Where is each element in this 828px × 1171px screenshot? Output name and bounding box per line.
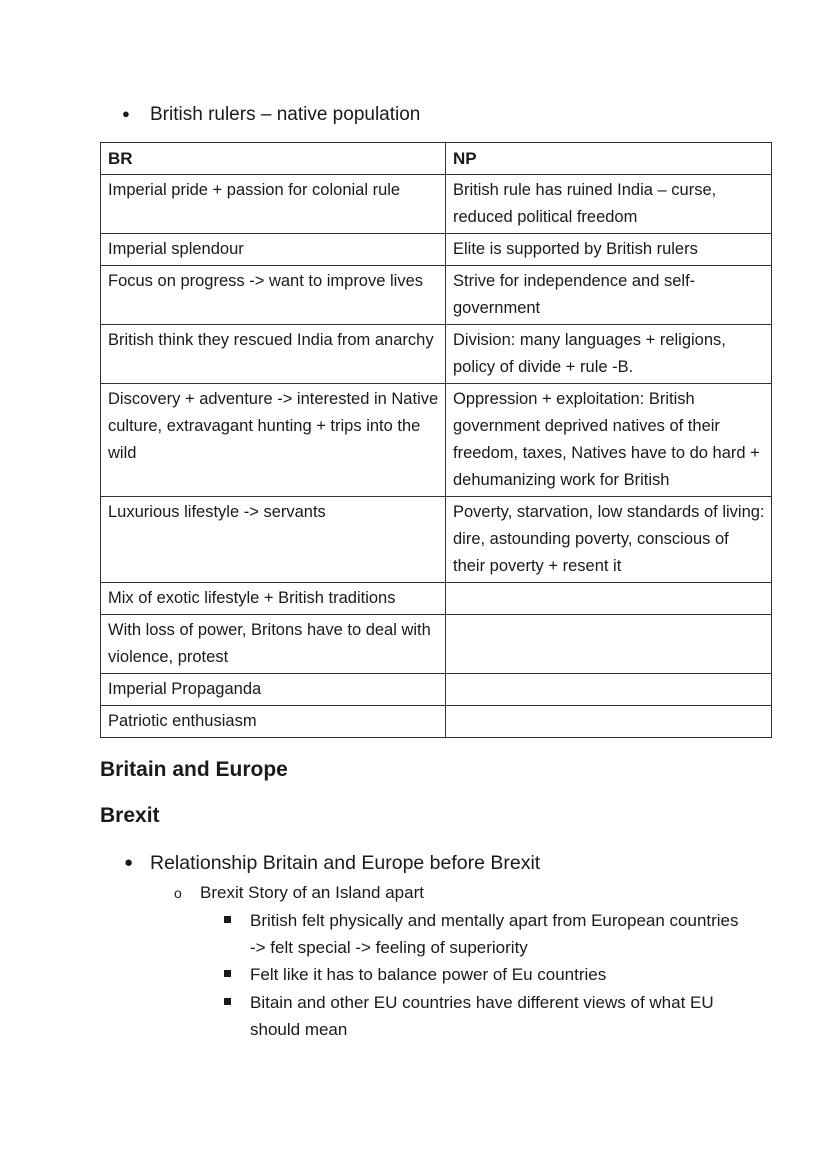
outline-level3-item [224, 961, 744, 988]
outline-level2-text: Brexit Story of an Island apart [200, 883, 424, 902]
cell-br: Imperial splendour [101, 234, 446, 266]
cell-np [446, 706, 772, 738]
bullet-british-rulers [122, 101, 420, 128]
bullet-circle-icon: o [174, 885, 182, 901]
bullet-dot-icon: ● [124, 854, 134, 871]
outline-level1-text: Relationship Britain and Europe before Brexit [150, 852, 541, 874]
cell-np: Oppression + exploitation: British government deprived natives of their freedom, taxes, Natives have to do hard + dehumanizing work for British [446, 384, 772, 497]
cell-br: Discovery + adventure -> interested in Native culture, extravagant hunting + trips into the wild [101, 384, 446, 497]
heading-brexit: Brexit [100, 804, 160, 827]
bullet-square-icon [224, 916, 231, 923]
outline-level2-item [174, 881, 424, 905]
cell-np: British rule has ruined India – curse, reduced political freedom [446, 175, 772, 234]
outline-level1-item [124, 850, 540, 876]
bullet-text: British rulers – native population [150, 104, 421, 125]
outline-level3-text: Felt like it has to balance power of Eu countries [250, 965, 607, 984]
cell-br: With loss of power, Britons have to deal with violence, protest [101, 615, 446, 674]
table-row [101, 234, 772, 266]
cell-br: British think they rescued India from anarchy [101, 325, 446, 384]
cell-br: Focus on progress -> want to improve lives [101, 266, 446, 325]
heading-britain-europe: Britain and Europe [100, 758, 288, 781]
cell-br: Luxurious lifestyle -> servants [101, 497, 446, 583]
cell-br: Mix of exotic lifestyle + British traditions [101, 583, 446, 615]
table-row [101, 384, 772, 497]
table-row [101, 583, 772, 615]
cell-np [446, 615, 772, 674]
cell-br: Imperial pride + passion for colonial rule [101, 175, 446, 234]
cell-np [446, 583, 772, 615]
cell-np: Elite is supported by British rulers [446, 234, 772, 266]
header-br: BR [101, 143, 446, 175]
table-row [101, 706, 772, 738]
table-header-row [101, 143, 772, 175]
outline-level3-text: British felt physically and mentally apart from European countries -> felt special -> feeling of superiority [250, 911, 739, 957]
table-row [101, 615, 772, 674]
outline-level3-item [224, 907, 744, 961]
table-row [101, 674, 772, 706]
cell-br: Patriotic enthusiasm [101, 706, 446, 738]
table-row [101, 325, 772, 384]
cell-np: Poverty, starvation, low standards of living: dire, astounding poverty, conscious of their poverty + resent it [446, 497, 772, 583]
bullet-square-icon [224, 970, 231, 977]
outline-level3-text: Bitain and other EU countries have different views of what EU should mean [250, 993, 714, 1039]
cell-np: Division: many languages + religions, policy of divide + rule -B. [446, 325, 772, 384]
cell-np [446, 674, 772, 706]
bullet-square-icon [224, 998, 231, 1005]
outline-level3-item [224, 989, 744, 1043]
cell-np: Strive for independence and self-government [446, 266, 772, 325]
header-np: NP [446, 143, 772, 175]
comparison-table [100, 142, 772, 738]
table-row [101, 497, 772, 583]
table-row [101, 175, 772, 234]
table-row [101, 266, 772, 325]
bullet-dot-icon: ● [122, 106, 130, 121]
cell-br: Imperial Propaganda [101, 674, 446, 706]
